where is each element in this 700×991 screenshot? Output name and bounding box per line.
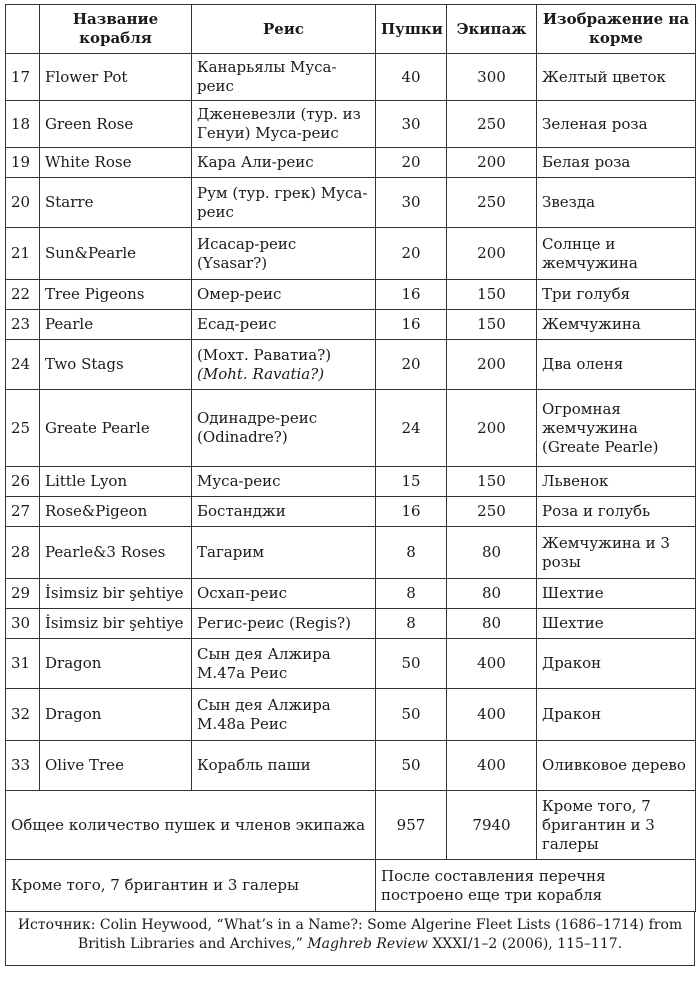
row-number: 21 [6, 228, 40, 280]
stern-image: Желтый цветок [537, 54, 696, 101]
reis-name: Кара Али-реис [192, 148, 376, 178]
reis-name [192, 340, 376, 390]
crew-count: 250 [447, 101, 537, 148]
crew-count: 200 [447, 148, 537, 178]
row-number: 18 [6, 101, 40, 148]
table-row [6, 310, 696, 340]
table-row [6, 390, 696, 467]
stern-image: Звезда [537, 178, 696, 228]
total-crew: 7940 [447, 791, 537, 860]
source-note [5, 912, 695, 966]
reis-name: Омер-реис [192, 280, 376, 310]
reis-name: Сын дея Алжира М.48а Реис [192, 689, 376, 741]
reis-name: Тагарим [192, 527, 376, 579]
reis-name: Муса-реис [192, 467, 376, 497]
crew-count: 150 [447, 280, 537, 310]
header-number [6, 5, 40, 54]
guns-count: 8 [376, 579, 447, 609]
row-number: 30 [6, 609, 40, 639]
reis-name: Есад-реис [192, 310, 376, 340]
ship-name: İsimsiz bir şehtiye [40, 609, 192, 639]
stern-image: Дракон [537, 689, 696, 741]
row-number: 19 [6, 148, 40, 178]
ship-name: Sun&Pearle [40, 228, 192, 280]
ship-name: Pearle&3 Roses [40, 527, 192, 579]
header-stern-image: Изображение на корме [537, 5, 696, 54]
header-crew: Экипаж [447, 5, 537, 54]
reis-name: Регис-реис (Regis?) [192, 609, 376, 639]
row-number: 23 [6, 310, 40, 340]
ship-name: Greate Pearle [40, 390, 192, 467]
table-row [6, 228, 696, 280]
stern-image: Роза и голубь [537, 497, 696, 527]
reis-name: Дженевезли (тур. из Генуи) Муса-реис [192, 101, 376, 148]
row-number: 24 [6, 340, 40, 390]
ship-name: Two Stags [40, 340, 192, 390]
total-stern-note: Кроме того, 7 бригантин и 3 галеры [537, 791, 696, 860]
guns-count: 16 [376, 280, 447, 310]
row-number: 26 [6, 467, 40, 497]
reis-name: Одинадре-реис (Odinadre?) [192, 390, 376, 467]
table-header-row [6, 5, 696, 54]
guns-count: 30 [376, 178, 447, 228]
stern-image: Дракон [537, 639, 696, 689]
ship-name: Dragon [40, 689, 192, 741]
crew-count: 400 [447, 741, 537, 791]
ship-name: Olive Tree [40, 741, 192, 791]
ship-name: İsimsiz bir şehtiye [40, 579, 192, 609]
table-row [6, 178, 696, 228]
row-number: 32 [6, 689, 40, 741]
row-number: 31 [6, 639, 40, 689]
stern-image: Зеленая роза [537, 101, 696, 148]
guns-count: 50 [376, 741, 447, 791]
table-body [6, 54, 696, 912]
ship-name: Starre [40, 178, 192, 228]
ship-name: Dragon [40, 639, 192, 689]
crew-count: 250 [447, 497, 537, 527]
document-page [5, 4, 695, 985]
stern-image: Шехтие [537, 609, 696, 639]
crew-count: 80 [447, 527, 537, 579]
guns-count: 20 [376, 228, 447, 280]
extra-right-note: После составления перечня построено еще три корабля [376, 860, 696, 912]
crew-count: 150 [447, 467, 537, 497]
header-guns: Пушки [376, 5, 447, 54]
table-row [6, 148, 696, 178]
reis-name: Сын дея Алжира М.47а Реис [192, 639, 376, 689]
guns-count: 20 [376, 148, 447, 178]
source-journal: Maghreb Review [307, 936, 428, 952]
row-number: 20 [6, 178, 40, 228]
stern-image: Три голубя [537, 280, 696, 310]
table-row [6, 54, 696, 101]
stern-image: Жемчужина и 3 розы [537, 527, 696, 579]
reis-name: Бостанджи [192, 497, 376, 527]
row-number: 25 [6, 390, 40, 467]
row-number: 29 [6, 579, 40, 609]
extra-left-note: Кроме того, 7 бригантин и 3 галеры [6, 860, 376, 912]
stern-image: Шехтие [537, 579, 696, 609]
crew-count: 300 [447, 54, 537, 101]
guns-count: 40 [376, 54, 447, 101]
header-reis: Реис [192, 5, 376, 54]
crew-count: 200 [447, 340, 537, 390]
guns-count: 16 [376, 497, 447, 527]
reis-name: Исасар-реис (Ysasar?) [192, 228, 376, 280]
reis-name: Осхап-реис [192, 579, 376, 609]
ship-name: Little Lyon [40, 467, 192, 497]
table-row [6, 467, 696, 497]
extra-row [6, 860, 696, 912]
stern-image: Оливковое дерево [537, 741, 696, 791]
guns-count: 16 [376, 310, 447, 340]
reis-name: Рум (тур. грек) Муса-реис [192, 178, 376, 228]
ship-name: Rose&Pigeon [40, 497, 192, 527]
crew-count: 400 [447, 639, 537, 689]
table-row [6, 280, 696, 310]
reis-name-cyrillic: (Мохт. Раватиа?) [197, 345, 332, 364]
header-ship-name: Название корабля [40, 5, 192, 54]
stern-image: Жемчужина [537, 310, 696, 340]
stern-image: Солнце и жемчужина [537, 228, 696, 280]
row-number: 17 [6, 54, 40, 101]
table-row [6, 609, 696, 639]
guns-count: 8 [376, 527, 447, 579]
reis-name: Канарьялы Муса-реис [192, 54, 376, 101]
guns-count: 8 [376, 609, 447, 639]
guns-count: 50 [376, 639, 447, 689]
crew-count: 80 [447, 579, 537, 609]
reis-name-latin: (Moht. Ravatia?) [197, 364, 325, 383]
crew-count: 400 [447, 689, 537, 741]
ship-name: Flower Pot [40, 54, 192, 101]
table-row [6, 101, 696, 148]
ship-name: Green Rose [40, 101, 192, 148]
table-row [6, 741, 696, 791]
stern-image: Два оленя [537, 340, 696, 390]
source-text: Источник: Colin Heywood, “What’s in a Name?: Some Algerine Fleet Lists (1686–1714) from British Libraries and Archives,” [17, 917, 683, 952]
ship-name: White Rose [40, 148, 192, 178]
guns-count: 20 [376, 340, 447, 390]
total-row [6, 791, 696, 860]
crew-count: 80 [447, 609, 537, 639]
guns-count: 50 [376, 689, 447, 741]
ship-name: Tree Pigeons [40, 280, 192, 310]
table-row [6, 689, 696, 741]
stern-image: Львенок [537, 467, 696, 497]
guns-count: 30 [376, 101, 447, 148]
crew-count: 200 [447, 228, 537, 280]
total-label: Общее количество пушек и членов экипажа [6, 791, 376, 860]
table-row [6, 340, 696, 390]
row-number: 28 [6, 527, 40, 579]
table-row [6, 527, 696, 579]
stern-image: Огромная жемчужина (Greate Pearle) [537, 390, 696, 467]
ship-name: Pearle [40, 310, 192, 340]
row-number: 22 [6, 280, 40, 310]
crew-count: 200 [447, 390, 537, 467]
stern-image: Белая роза [537, 148, 696, 178]
guns-count: 15 [376, 467, 447, 497]
crew-count: 250 [447, 178, 537, 228]
row-number: 27 [6, 497, 40, 527]
total-guns: 957 [376, 791, 447, 860]
reis-name: Корабль паши [192, 741, 376, 791]
table-row [6, 639, 696, 689]
row-number: 33 [6, 741, 40, 791]
table-row [6, 579, 696, 609]
fleet-table [5, 4, 696, 912]
guns-count: 24 [376, 390, 447, 467]
table-row [6, 497, 696, 527]
source-tail: XXXI/1–2 (2006), 115–117. [432, 936, 623, 952]
crew-count: 150 [447, 310, 537, 340]
